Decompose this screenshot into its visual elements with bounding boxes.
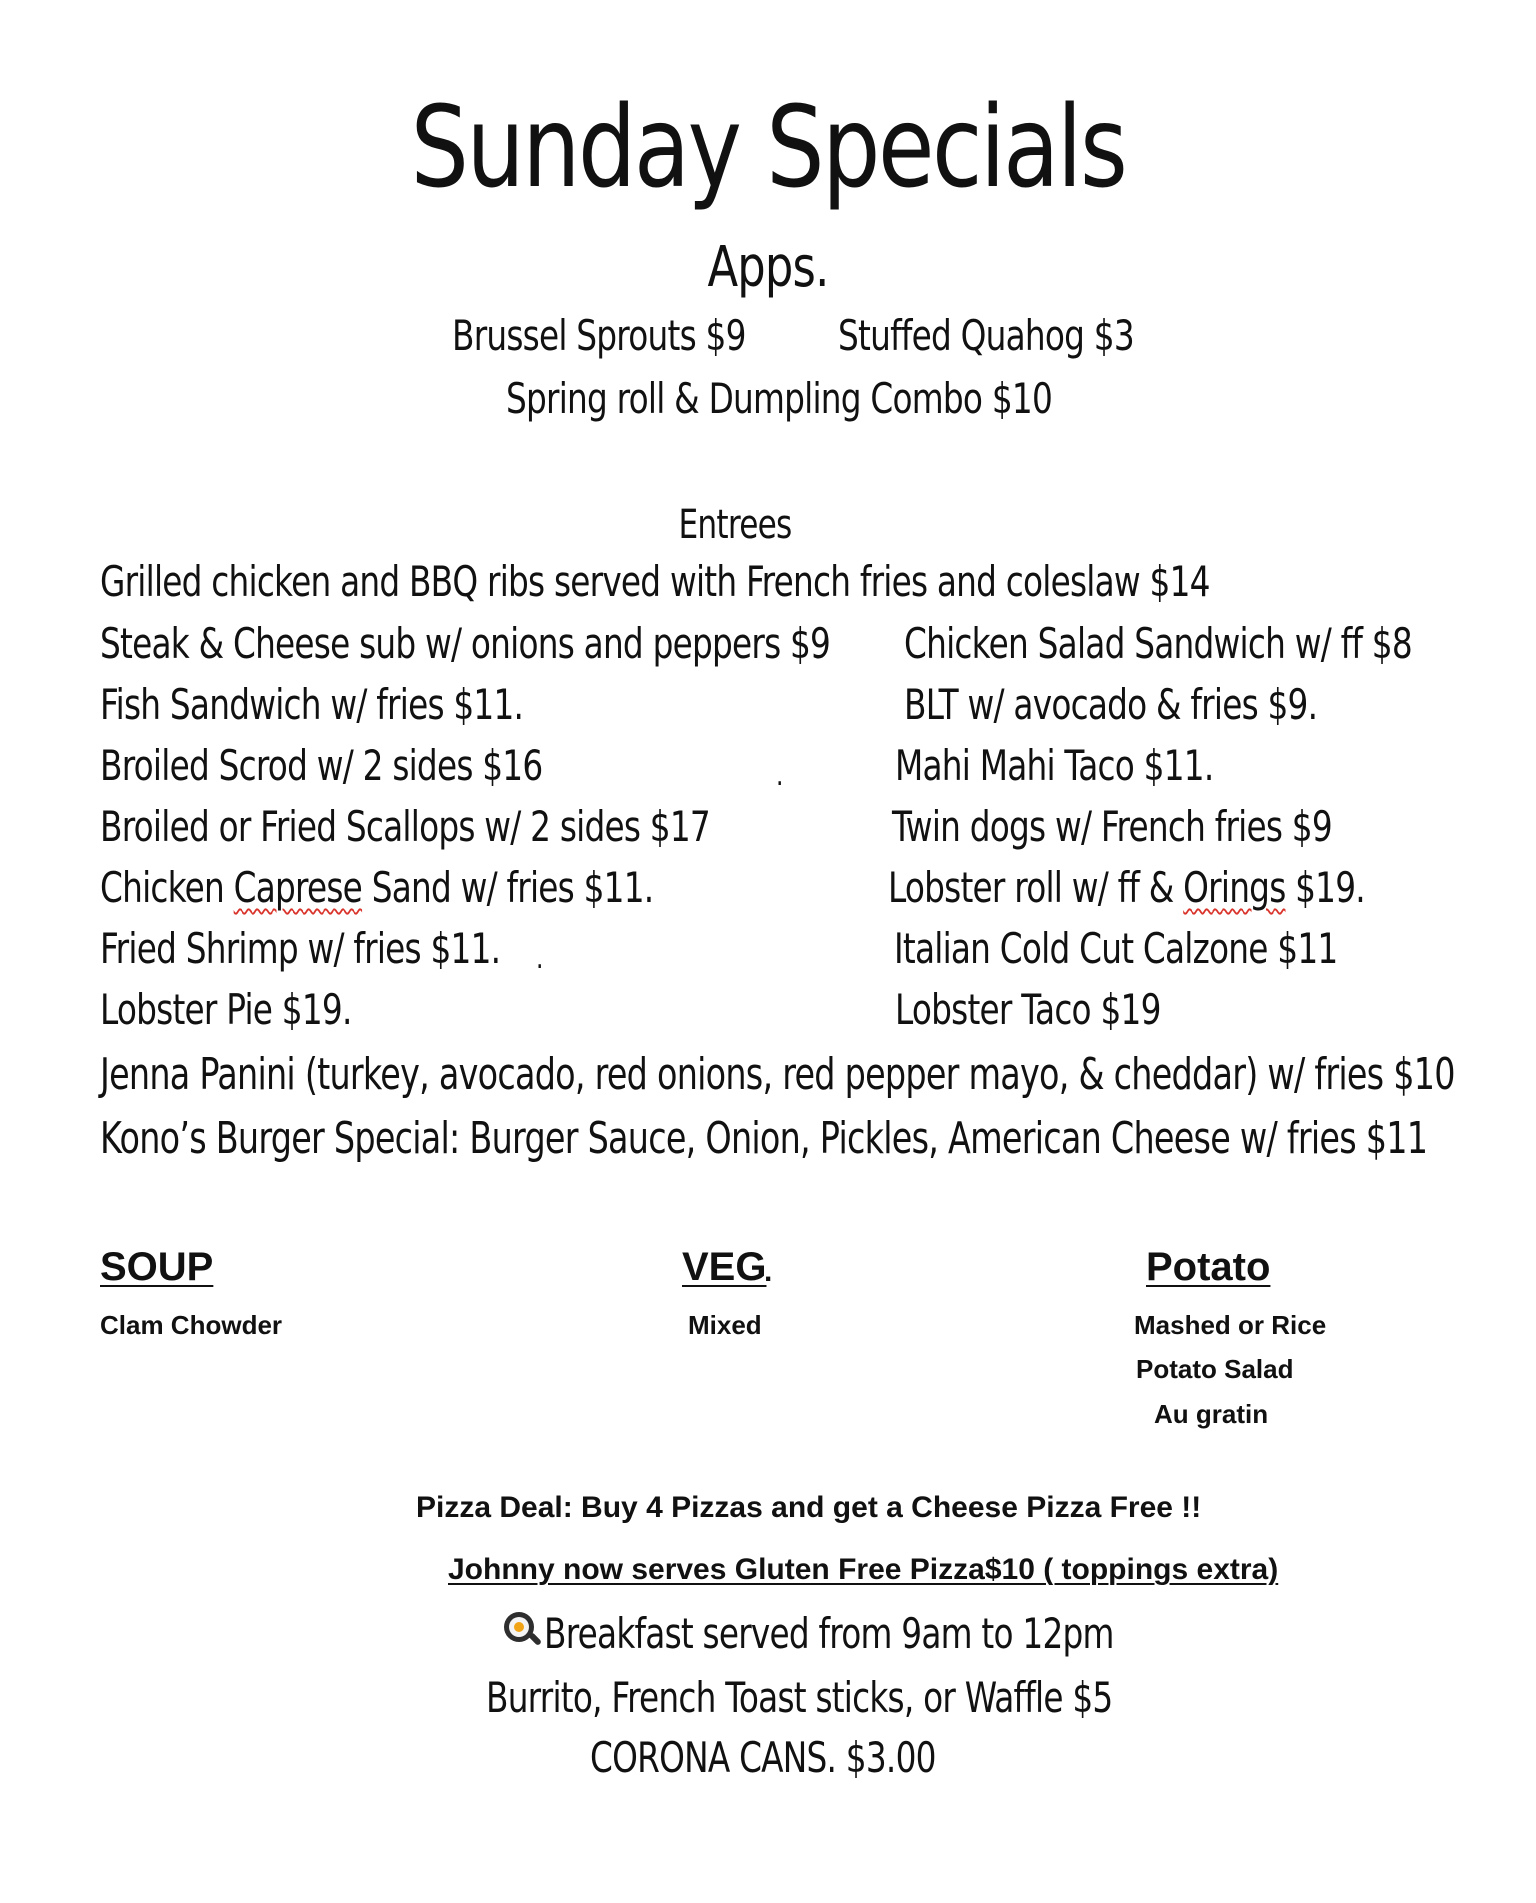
gluten-free-pizza: Johnny now serves Gluten Free Pizza$10 ( toppings extra) bbox=[448, 1553, 1279, 1586]
entrees-heading: Entrees bbox=[678, 502, 792, 548]
entree-chicken-salad-sandwich: Chicken Salad Sandwich w/ ff $8 bbox=[904, 619, 1412, 668]
app-spring-roll-combo: Spring roll & Dumpling Combo $10 bbox=[506, 374, 1053, 423]
entree-scallops: Broiled or Fried Scallops w/ 2 sides $17 bbox=[100, 802, 710, 851]
potato-item: Au gratin bbox=[1154, 1399, 1269, 1429]
entree-steak-cheese-sub: Steak & Cheese sub w/ onions and peppers $9 bbox=[100, 619, 831, 668]
corona-cans: CORONA CANS. $3.00 bbox=[590, 1733, 936, 1782]
veg-heading: VEG bbox=[682, 1245, 767, 1289]
breakfast-hours: Breakfast served from 9am to 12pm bbox=[544, 1609, 1114, 1658]
potato-item: Potato Salad bbox=[1136, 1354, 1294, 1384]
soup-item: Clam Chowder bbox=[100, 1310, 283, 1340]
frying-pan-egg-icon bbox=[502, 1610, 542, 1650]
potato-heading: Potato bbox=[1146, 1245, 1271, 1289]
entree-jenna-panini: Jenna Panini (turkey, avocado, red onions, red pepper mayo, & cheddar) w/ fries $10 bbox=[100, 1049, 1455, 1100]
entree-lobster-roll bbox=[888, 864, 1365, 912]
entree-twin-dogs: Twin dogs w/ French fries $9 bbox=[892, 802, 1332, 851]
entree-broiled-scrod: Broiled Scrod w/ 2 sides $16 bbox=[100, 741, 543, 790]
app-stuffed-quahog: Stuffed Quahog $3 bbox=[838, 311, 1134, 360]
entree-blt: BLT w/ avocado & fries $9. bbox=[904, 680, 1318, 729]
breakfast-line bbox=[502, 1610, 1274, 1658]
breakfast-items: Burrito, French Toast sticks, or Waffle $5 bbox=[486, 1673, 1113, 1722]
apps-heading: Apps. bbox=[707, 235, 829, 300]
lobster-roll-text-start: Lobster roll w/ ff & bbox=[888, 863, 1184, 912]
entree-lobster-pie: Lobster Pie $19. bbox=[100, 985, 352, 1034]
stray-dot: . bbox=[536, 941, 543, 976]
page-title: Sunday Specials bbox=[410, 83, 1126, 213]
entree-grilled-chicken-ribs: Grilled chicken and BBQ ribs served with French fries and coleslaw $14 bbox=[100, 557, 1210, 606]
entree-italian-calzone: Italian Cold Cut Calzone $11 bbox=[894, 924, 1338, 973]
lobster-roll-text-end: $19. bbox=[1285, 863, 1365, 912]
entree-konos-burger: Kono’s Burger Special: Burger Sauce, Onion, Pickles, American Cheese w/ fries $11 bbox=[100, 1113, 1428, 1164]
stray-dot: . bbox=[776, 758, 783, 793]
entree-mahi-mahi-taco: Mahi Mahi Taco $11. bbox=[895, 741, 1214, 790]
entree-fried-shrimp: Fried Shrimp w/ fries $11. bbox=[100, 924, 501, 973]
pizza-deal: Pizza Deal: Buy 4 Pizzas and get a Cheese Pizza Free !! bbox=[416, 1491, 1202, 1524]
entree-fish-sandwich: Fish Sandwich w/ fries $11. bbox=[100, 680, 524, 729]
caprese-text-start: Chicken bbox=[100, 863, 234, 912]
veg-item: Mixed bbox=[688, 1310, 762, 1340]
app-brussel-sprouts: Brussel Sprouts $9 bbox=[452, 311, 746, 360]
lobster-roll-misspelled-word: Orings bbox=[1183, 863, 1286, 912]
veg-heading-dot: . bbox=[764, 1255, 773, 1288]
soup-heading: SOUP bbox=[100, 1245, 214, 1289]
entree-lobster-taco: Lobster Taco $19 bbox=[895, 985, 1161, 1034]
caprese-text-end: Sand w/ fries $11. bbox=[362, 863, 654, 912]
potato-item: Mashed or Rice bbox=[1134, 1310, 1327, 1340]
caprese-misspelled-word: Caprese bbox=[233, 863, 363, 912]
entree-chicken-caprese bbox=[100, 864, 653, 912]
